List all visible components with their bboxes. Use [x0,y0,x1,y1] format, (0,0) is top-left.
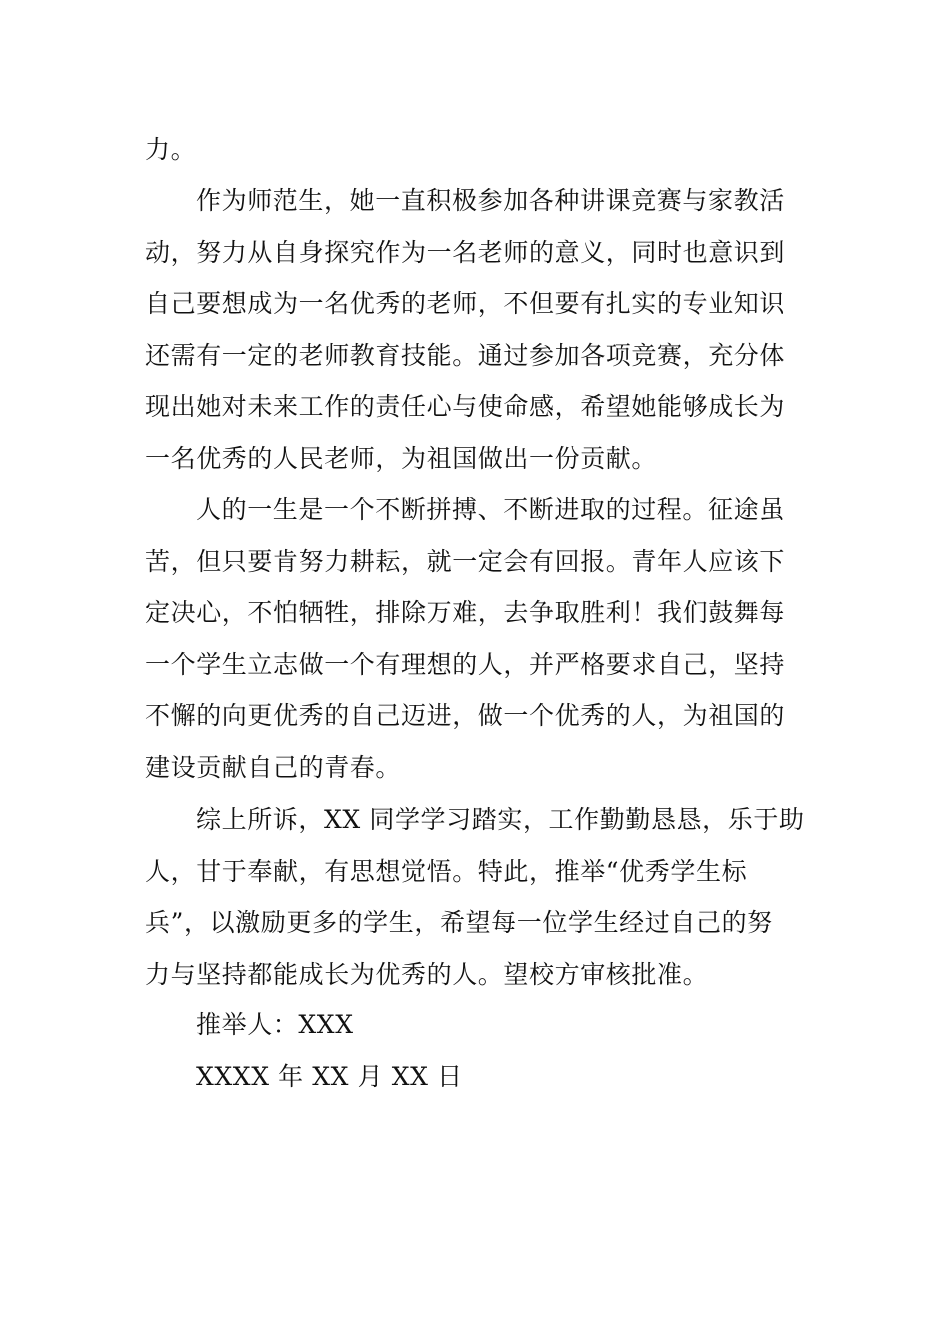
text-line: 人，甘于奉献，有思想觉悟。特此，推举“优秀学生标 [145,856,748,886]
signature-block [145,999,807,1102]
text-line: 人的一生是一个不断拼搏、不断进取的过程。征途虽 [196,495,785,524]
text-line: 作为师范生，她一直积极参加各种讲课竞赛与家教活 [196,186,785,215]
text-line: 定决心，不怕牺牲，排除万难，去争取胜利！我们鼓舞每 [145,598,786,627]
text-line: 力。 [145,135,197,164]
text-line: 综上所诉，XX 同学学习踏实，工作勤勤恳恳，乐于助 [196,805,805,834]
text-line: 现出她对未来工作的责任心与使命感，希望她能够成长为 [145,392,786,421]
text-line: 一个学生立志做一个有理想的人，并严格要求自己，坚持 [145,649,786,679]
text-line: 不懈的向更优秀的自己迈进，做一个优秀的人，为祖国的 [145,701,786,730]
text-line: 自己要想成为一名优秀的老师，不但要有扎实的专业知识 [145,289,786,318]
text-line: 兵”，以激励更多的学生，希望每一位学生经过自己的努 [145,908,773,937]
text-line: 动，努力从自身探究作为一名老师的意义，同时也意识到 [145,237,786,267]
text-line: 还需有一定的老师教育技能。通过参加各项竞赛，充分体 [145,340,786,370]
paragraph-summary [145,794,807,1000]
text-line: 力与坚持都能成长为优秀的人。望校方审核批准。 [145,959,709,989]
paragraph-continued [145,124,807,176]
paragraph-life-struggle [145,484,807,793]
recommender-line: 推举人：XXX [196,1010,354,1039]
text-line: 一名优秀的人民老师，为祖国做出一份贡献。 [145,443,658,473]
paragraph-teacher-training [145,175,807,484]
text-line: 苦，但只要肯努力耕耘，就一定会有回报。青年人应该下 [145,546,786,576]
date-line: XXXX 年 XX 月 XX 日 [196,1061,463,1091]
text-line: 建设贡献自己的青春。 [145,752,402,782]
